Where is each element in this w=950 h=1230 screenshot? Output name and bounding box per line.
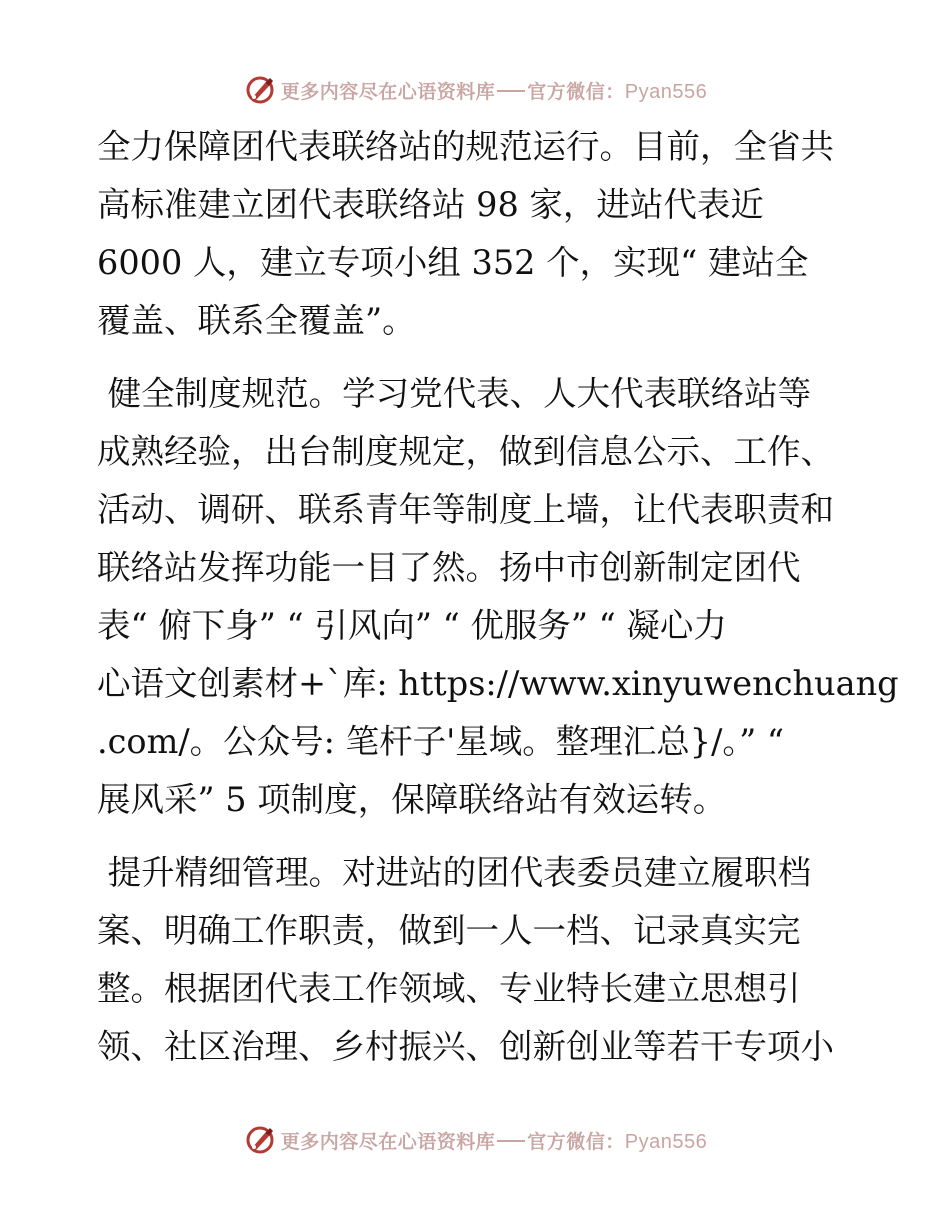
- text-line: 健全制度规范。学习党代表、人大代表联络站等: [97, 374, 812, 413]
- watermark-text: [281, 1127, 708, 1154]
- watermark-label: 更多内容尽在心语资料库: [280, 80, 496, 103]
- text-line: 案、明确工作职责，做到一人一档、记录真实完: [97, 911, 801, 950]
- paragraph: [97, 118, 857, 350]
- text-line: 表“ 俯下身” “ 引风向” “ 优服务” “ 凝心力: [97, 606, 727, 645]
- text-line: 联络站发挥功能一目了然。扬中市创新制定团代: [97, 548, 801, 587]
- pen-logo-icon: [243, 73, 277, 107]
- paragraph: [97, 844, 857, 1076]
- watermark-wechat-id: Pyan556: [624, 80, 708, 103]
- watermark-wechat-id: Pyan556: [624, 1130, 708, 1153]
- text-line: 全力保障团代表联络站的规范运行。目前，全省共: [97, 127, 834, 166]
- watermark-text: [281, 77, 708, 104]
- text-line: 心语文创素材+`库: https://www.xinyuwenchuang: [97, 664, 899, 703]
- text-line: 整。根据团代表工作领域、专业特长建立思想引: [97, 969, 801, 1008]
- footer-watermark: [0, 1120, 950, 1160]
- paragraph: [97, 365, 899, 829]
- text-line: .com/。公众号: 笔杆子'星域。整理汇总}/。” “: [97, 722, 785, 761]
- text-line: 高标准建立团代表联络站 98 家，进站代表近: [97, 185, 764, 224]
- text-line: 覆盖、联系全覆盖”。: [97, 301, 416, 340]
- watermark-wechat-label: 官方微信：: [527, 80, 625, 103]
- text-line: 活动、调研、联系青年等制度上墙，让代表职责和: [97, 490, 834, 529]
- pen-logo-icon: [243, 1123, 277, 1157]
- text-line: 展风采” 5 项制度，保障联络站有效运转。: [97, 780, 727, 819]
- header-watermark: [0, 70, 950, 110]
- text-line: 成熟经验，出台制度规定，做到信息公示、工作、: [97, 432, 834, 471]
- text-line: 领、社区治理、乡村振兴、创新创业等若干专项小: [97, 1027, 834, 1066]
- watermark-wechat-label: 官方微信：: [527, 1130, 625, 1153]
- document-body: [97, 118, 899, 1091]
- watermark-label: 更多内容尽在心语资料库: [280, 1130, 496, 1153]
- text-line: 提升精细管理。对进站的团代表委员建立履职档: [97, 853, 812, 892]
- watermark-dash: [497, 1140, 525, 1142]
- text-line: 6000 人，建立专项小组 352 个，实现“ 建站全: [97, 243, 809, 282]
- watermark-dash: [497, 90, 525, 92]
